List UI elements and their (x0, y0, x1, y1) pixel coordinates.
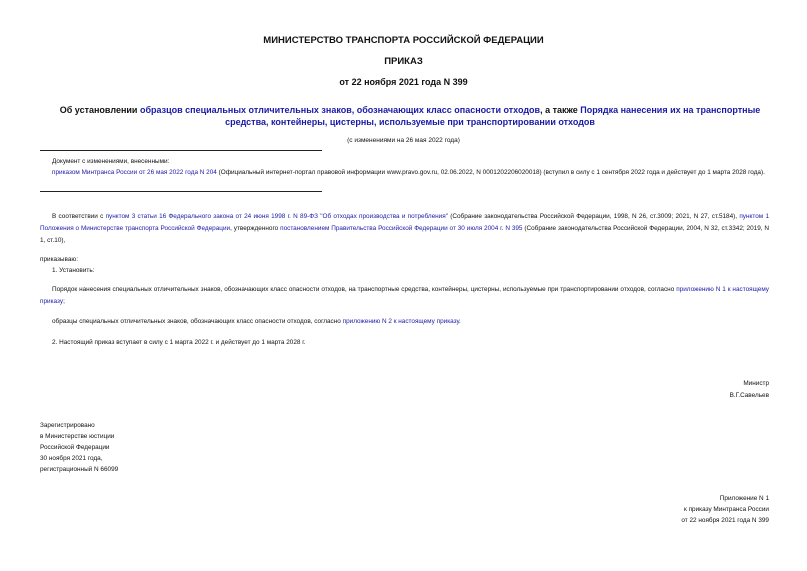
preamble-text-2: (Собрание законодательства Российской Федерации, 1998, N 26, ст.3009; 2021, N 27, ст.5184), (448, 213, 740, 220)
divider-top (40, 150, 322, 151)
item-1: 1. Установить: (52, 267, 95, 274)
appendix-line: Приложение N 1 (719, 495, 769, 502)
title-text-1: Об установлении (59, 105, 140, 115)
preamble-text-4: (Собрание законодательства Российской Федерации, 2004, N 32, ст.3342; 2019, N 1, ст.10), (40, 225, 770, 244)
signature-position: Министр (743, 380, 769, 387)
appendix-block (681, 493, 769, 526)
appendix-2-link[interactable]: приложению N 2 к настоящему приказу (342, 318, 460, 325)
registration-line: Российской Федерации (40, 444, 110, 451)
divider-bottom (40, 191, 322, 192)
appendix-line: к приказу Минтранса России (684, 506, 769, 513)
amendment-text: (Официальный интернет-портал правовой информации www.pravo.gov.ru, 02.06.2022, N 0001202206020018) (вступил в силу с 1 сентября 2022 года и действует до 1 марта 2028 года). (216, 169, 765, 176)
appendix-line: от 22 ноября 2021 года N 399 (681, 517, 769, 524)
preamble-text-1: В соответствии с (52, 213, 106, 220)
procedure-text: Порядок нанесения специальных отличительных знаков, обозначающих класс опасности отходов, на транспортные средства, контейнеры, цистерны, используемые при транспортировании отходов, согласно (52, 286, 677, 293)
procedure-paragraph (40, 284, 769, 308)
title-text-2: , а также (540, 105, 581, 115)
amendments-intro: Документ с изменениями, внесенными: (52, 158, 170, 165)
amendments-block (52, 156, 770, 178)
preamble-link-resolution[interactable]: постановлением Правительства Российской Федерации от 30 июля 2004 г. N 395 (280, 225, 523, 232)
order-word: приказываю: (40, 256, 78, 263)
date-number-heading: от 22 ноября 2021 года N 399 (339, 77, 468, 87)
registration-line: регистрационный N 66099 (40, 466, 119, 473)
title-link-samples[interactable]: образцов специальных отличительных знаков, обозначающих класс опасности отходов (139, 105, 541, 115)
procedure-end: ; (63, 298, 65, 305)
amendments-body (52, 167, 770, 178)
registration-line: 30 ноября 2021 года, (40, 455, 103, 462)
item-2: 2. Настоящий приказ вступает в силу с 1 марта 2022 г. и действует до 1 марта 2028 г. (52, 339, 306, 346)
samples-text: образцы специальных отличительных знаков, обозначающих класс опасности отходов, согласно (52, 318, 343, 325)
document-title (40, 104, 780, 128)
appendix-1-link[interactable]: приложению N 1 к настоящему приказу (40, 286, 769, 305)
doc-type-heading: ПРИКАЗ (384, 56, 423, 67)
signature-block (730, 378, 769, 402)
samples-end: . (459, 318, 461, 325)
registration-line: в Министерстве юстиции (40, 433, 115, 440)
edits-note: (с изменениями на 26 мая 2022 года) (347, 137, 460, 144)
signature-name: В.Г.Савельев (729, 392, 769, 399)
preamble-paragraph (40, 211, 769, 247)
title-link-procedure[interactable]: Порядка нанесения их на транспортные средства, контейнеры, цистерны, используемые при транспортировании отходов (225, 105, 761, 127)
ministry-heading: МИНИСТЕРСТВО ТРАНСПОРТА РОССИЙСКОЙ ФЕДЕРАЦИИ (263, 35, 544, 46)
registration-line: Зарегистрировано (40, 422, 95, 429)
preamble-link-regulation[interactable]: пунктом 1 Положения о Министерстве транспорта Российской Федерации (40, 213, 770, 232)
preamble-text-3: , утвержденного (230, 225, 281, 232)
registration-block (40, 420, 118, 475)
samples-paragraph (52, 316, 769, 328)
preamble-link-law[interactable]: пунктом 3 статьи 16 Федерального закона от 24 июня 1998 г. N 89-ФЗ "Об отходах производства и потребления" (105, 213, 448, 220)
amendment-link[interactable]: приказом Минтранса России от 26 мая 2022 года N 204 (52, 169, 217, 176)
